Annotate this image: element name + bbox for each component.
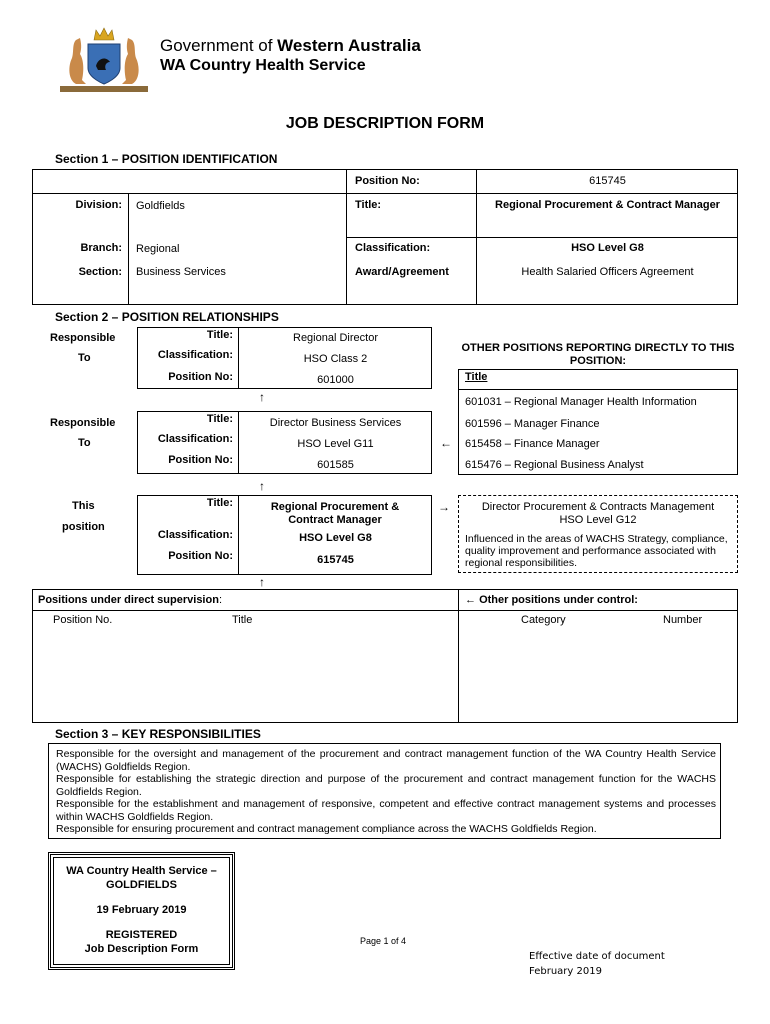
position-no-column-header: Position No. <box>53 614 113 626</box>
other-control-label <box>465 594 638 606</box>
box3-title-label: Title: <box>206 497 233 509</box>
branch-label: Branch: <box>80 242 122 254</box>
box3-class-label: Classification: <box>157 529 233 541</box>
left-arrow-icon: ← <box>465 594 476 606</box>
other-positions-heading: OTHER POSITIONS REPORTING DIRECTLY TO THIS POSITION: <box>461 342 735 367</box>
branch-value: Regional <box>136 243 180 255</box>
right-arrow-icon: → <box>438 500 450 514</box>
other-control-text: Other positions under control: <box>479 594 638 606</box>
up-arrow-icon: ↑ <box>259 575 265 589</box>
supervision-label <box>38 594 222 606</box>
box2-title: Director Business Services <box>269 417 402 429</box>
stamp-registered: REGISTERED <box>105 929 178 941</box>
supervision-label-colon: : <box>218 594 222 606</box>
wa-crest-logo <box>54 22 154 98</box>
category-column-header: Category <box>521 614 566 626</box>
award-value: Health Salaried Officers Agreement <box>521 266 694 278</box>
responsible-to-label-1 <box>50 332 115 344</box>
responsibility-item: Responsible for establishing the strategic direction and purpose of the procurement and contract management function for the WACHS Goldfields Region. <box>56 773 716 798</box>
effective-date: February 2019 <box>529 966 602 977</box>
box1-title-label: Title: <box>206 329 233 341</box>
box3-title: Regional Procurement & Contract Manager <box>270 501 400 526</box>
box3-position-no: 615745 <box>317 554 354 566</box>
page-number: Page 1 of 4 <box>360 936 407 946</box>
box1-posno-label: Position No: <box>168 371 233 383</box>
box2-classification: HSO Level G11 <box>297 438 374 450</box>
divider <box>346 237 738 238</box>
service-title: WA Country Health Service <box>160 57 366 74</box>
to-label-1: To <box>78 352 91 364</box>
responsibility-item: Responsible for the establishment and management of responsive, competent and effective contract management systems and processes within WACHS Goldfields Region. <box>56 798 716 823</box>
other-position-item: 601596 – Manager Finance <box>465 418 600 430</box>
responsibility-item: Responsible for the oversight and management of the procurement and contract management function of the WA Country Health Service (WACHS) Goldfields Region. <box>56 748 716 773</box>
box2-class-label: Classification: <box>157 433 233 445</box>
stamp-line1: WA Country Health Service – <box>66 865 217 877</box>
to-label-2: To <box>78 437 91 449</box>
stamp-line2: GOLDFIELDS <box>106 879 177 891</box>
division-label: Division: <box>75 199 122 211</box>
stamp-date: 19 February 2019 <box>96 904 187 916</box>
box2-position-no: 601585 <box>317 459 354 471</box>
other-positions-title-header: Title <box>465 371 488 383</box>
up-arrow-icon: ↑ <box>259 390 265 404</box>
division-value: Goldfields <box>136 200 185 212</box>
section3-heading: Section 3 – KEY RESPONSIBILITIES <box>55 727 261 741</box>
this-label: This <box>72 500 95 512</box>
title-value: Regional Procurement & Contract Manager <box>495 199 720 211</box>
effective-date-label: Effective date of document <box>529 951 665 962</box>
position-no-label: Position No: <box>355 175 420 187</box>
dashed-box-classification: HSO Level G12 <box>559 514 637 526</box>
left-arrow-icon: ← <box>440 436 452 450</box>
classification-value: HSO Level G8 <box>571 242 644 254</box>
title-column-header: Title <box>232 614 253 626</box>
other-position-item: 615458 – Finance Manager <box>465 438 600 450</box>
award-label: Award/Agreement <box>355 266 449 278</box>
responsibility-item: Responsible for ensuring procurement and contract management compliance across the WACHS Goldfields Region. <box>56 823 597 835</box>
section-label: Section: <box>78 266 122 278</box>
box2-posno-label: Position No: <box>168 454 233 466</box>
box2-title-label: Title: <box>206 413 233 425</box>
box3-posno-label: Position No: <box>168 550 233 562</box>
position-no-value: 615745 <box>589 175 626 187</box>
gov-title-bold: Western Australia <box>277 36 421 55</box>
divider <box>458 589 459 723</box>
up-arrow-icon: ↑ <box>259 479 265 493</box>
box1-position-no: 601000 <box>317 374 354 386</box>
supervision-label-text: Positions under direct supervision <box>38 594 219 606</box>
other-position-item: 601031 – Regional Manager Health Information <box>465 396 697 408</box>
box1-title: Regional Director <box>293 332 378 344</box>
dashed-box-text: Influenced in the areas of WACHS Strategy, compliance, quality improvement and performance associated with regional responsibilities. <box>465 533 728 569</box>
gov-title <box>160 36 421 56</box>
number-column-header: Number <box>663 614 703 626</box>
classification-label: Classification: <box>355 242 431 254</box>
responsible-word: Responsible <box>50 332 116 344</box>
divider <box>346 193 738 194</box>
section1-heading: Section 1 – POSITION IDENTIFICATION <box>55 152 278 166</box>
gov-title-prefix: Government of <box>160 36 278 55</box>
divider <box>32 193 346 194</box>
other-position-item: 615476 – Regional Business Analyst <box>465 459 644 471</box>
responsible-word: Responsible <box>50 417 116 429</box>
box3-classification: HSO Level G8 <box>299 532 372 544</box>
form-title: JOB DESCRIPTION FORM <box>285 115 485 132</box>
responsible-to-label-2 <box>50 417 115 429</box>
divider <box>128 193 129 305</box>
stamp-jdf: Job Description Form <box>84 943 199 955</box>
divider <box>458 389 738 390</box>
box1-classification: HSO Class 2 <box>303 353 368 365</box>
responsibilities-text <box>56 748 716 836</box>
divider <box>346 169 347 305</box>
divider <box>32 610 738 611</box>
section-value: Business Services <box>136 266 226 278</box>
box1-class-label: Classification: <box>157 349 233 361</box>
dashed-box-title: Director Procurement & Contracts Management <box>481 501 715 513</box>
title-label: Title: <box>355 199 382 211</box>
section2-heading: Section 2 – POSITION RELATIONSHIPS <box>55 310 279 324</box>
divider <box>476 169 477 305</box>
position-label: position <box>62 521 105 533</box>
